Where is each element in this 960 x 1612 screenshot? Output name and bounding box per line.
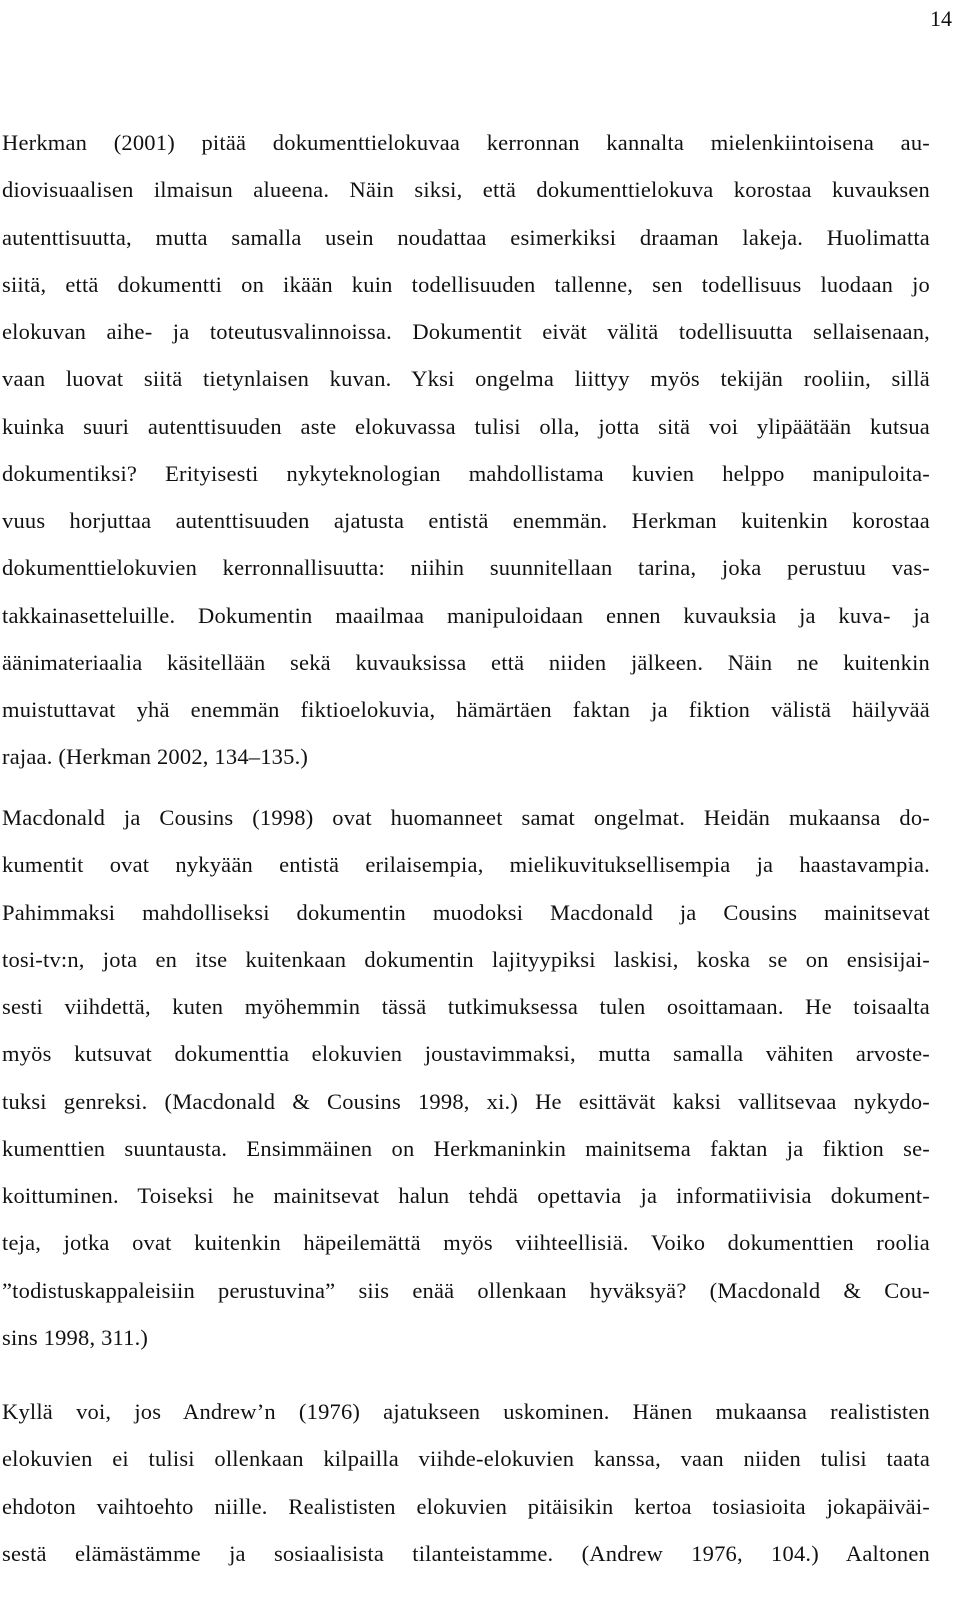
text-line: Herkman (2001) pitää dokumenttielokuvaa kerronnan kannalta mielenkiintoisena au- [2, 130, 930, 155]
text-line: autenttisuutta, mutta samalla usein noudattaa esimerkiksi draaman lakeja. Huolimatta [2, 224, 930, 250]
page-number: 14 [930, 6, 952, 31]
text-line: kumentit ovat nykyään entistä erilaisempia, mielikuvituksellisempia ja haastavampia. [2, 852, 930, 878]
text-line: Pahimmaksi mahdolliseksi dokumentin muodoksi Macdonald ja Cousins mainitsevat [2, 899, 930, 925]
text-line: dokumenttielokuvien kerronnallisuutta: niihin suunnitellaan tarina, joka perustuu vas- [2, 555, 930, 581]
text-line: vaan luovat siitä tietynlaisen kuvan. Yksi ongelma liittyy myös tekijän rooliin, sillä [2, 366, 930, 392]
text-line: myös kutsuvat dokumenttia elokuvien joustavimmaksi, mutta samalla vähiten arvoste- [2, 1041, 930, 1067]
text-line: siitä, että dokumentti on ikään kuin todellisuuden tallenne, sen todellisuus luodaan jo [2, 271, 930, 297]
text-line: kumenttien suuntausta. Ensimmäinen on Herkmaninkin mainitsema faktan ja fiktion se- [2, 1135, 930, 1161]
text-line: takkainasetteluille. Dokumentin maailmaa manipuloidaan ennen kuvauksia ja kuva- ja [2, 602, 930, 628]
text-line: diovisuaalisen ilmaisun alueena. Näin siksi, että dokumenttielokuva korostaa kuvauksen [2, 177, 930, 203]
text-line: Kyllä voi, jos Andrew’n (1976) ajatukseen uskominen. Hänen mukaansa realististen [2, 1399, 930, 1424]
text-line: teja, jotka ovat kuitenkin häpeilemättä myös viihteellisiä. Voiko dokumenttien roolia [2, 1230, 930, 1256]
text-line: elokuvan aihe- ja toteutusvalinnoissa. Dokumentit eivät välitä todellisuutta sellaisenaan, [2, 319, 930, 344]
text-line: rajaa. (Herkman 2002, 134–135.) [2, 744, 309, 770]
text-line: sesti viihdettä, kuten myöhemmin tässä tutkimuksessa tulen osoittamaan. He toisaalta [2, 994, 930, 1019]
text-line: sins 1998, 311.) [2, 1324, 149, 1350]
text-line: kuinka suuri autenttisuuden aste elokuvassa tulisi olla, jotta sitä voi ylipäätään kutsua [2, 413, 930, 439]
text-line: vuus horjuttaa autenttisuuden ajatusta entistä enemmän. Herkman kuitenkin korostaa [2, 508, 930, 533]
text-line: tuksi genreksi. (Macdonald & Cousins 1998, xi.) He esittävät kaksi vallitsevaa nykydo- [2, 1088, 930, 1114]
text-line: ”todistuskappaleisiin perustuvina” siis enää ollenkaan hyväksyä? (Macdonald & Cou- [2, 1277, 930, 1303]
text-line: koittuminen. Toiseksi he mainitsevat halun tehdä opettavia ja informatiivisia dokument- [2, 1183, 930, 1208]
text-line: tosi-tv:n, jota en itse kuitenkaan dokumentin lajityypiksi laskisi, koska se on ensisijai- [2, 946, 930, 972]
text-line: Macdonald ja Cousins (1998) ovat huomanneet samat ongelmat. Heidän mukaansa do- [2, 805, 930, 830]
text-line: ehdoton vaihtoehto niille. Realististen elokuvien pitäisikin kertoa tosiasioita jokapäiväi- [2, 1493, 930, 1519]
text-line: äänimateriaalia käsitellään sekä kuvauksissa että niiden jälkeen. Näin ne kuitenkin [2, 649, 930, 675]
text-line: elokuvien ei tulisi ollenkaan kilpailla viihde-elokuvien kanssa, vaan niiden tulisi taata [2, 1446, 930, 1472]
text-line: sestä elämästämme ja sosiaalisista tilanteistamme. (Andrew 1976, 104.) Aaltonen [2, 1540, 930, 1566]
text-line: muistuttavat yhä enemmän fiktioelokuvia, hämärtäen faktan ja fiktion välistä häilyvää [2, 697, 930, 722]
text-line: dokumentiksi? Erityisesti nykyteknologian mahdollistama kuvien helppo manipuloita- [2, 460, 930, 486]
